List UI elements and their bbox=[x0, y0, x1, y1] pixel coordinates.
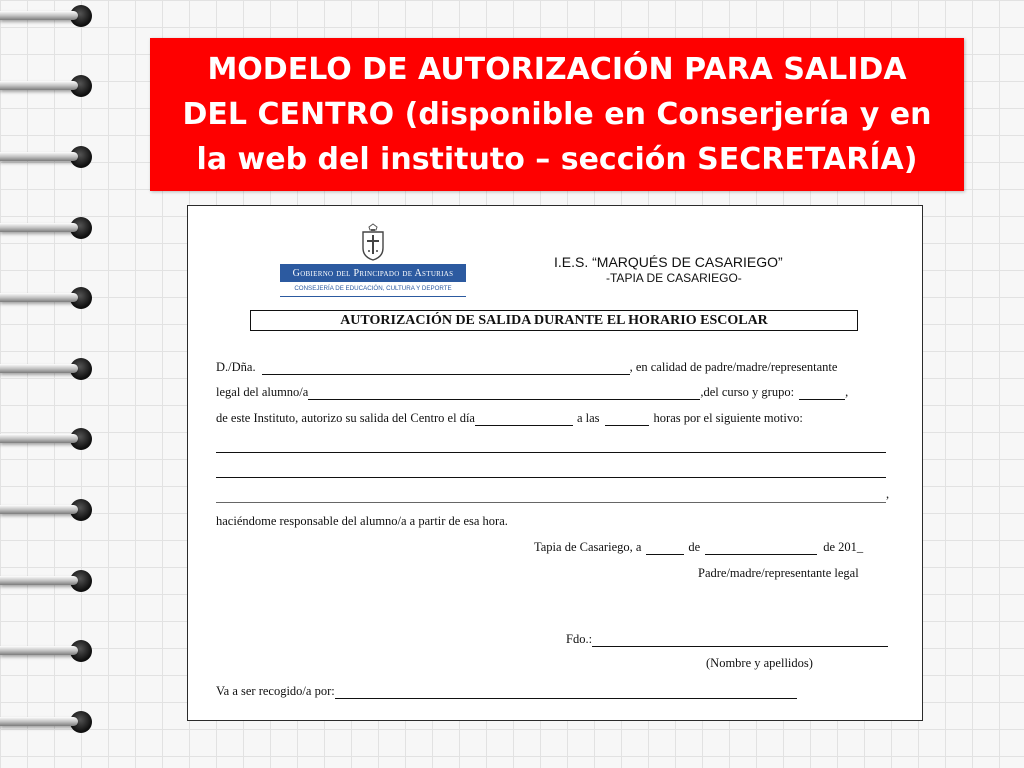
course-comma: , bbox=[845, 385, 849, 399]
spiral-ring bbox=[0, 637, 96, 663]
responsibility-text: haciéndome responsable del alumno/a a partir de esa hora. bbox=[216, 514, 508, 528]
parent-name-field[interactable] bbox=[262, 362, 630, 375]
month-field[interactable] bbox=[705, 542, 817, 555]
spiral-ring bbox=[0, 284, 96, 310]
reason-end-comma: , bbox=[886, 487, 890, 501]
form-title: AUTORIZACIÓN DE SALIDA DURANTE EL HORARIO ESCOLAR bbox=[250, 310, 858, 331]
notebook-spiral-binding bbox=[0, 0, 100, 768]
form-line-pickup bbox=[216, 684, 797, 699]
spiral-ring bbox=[0, 355, 96, 381]
student-label: legal del alumno/a bbox=[216, 385, 309, 399]
spiral-ring bbox=[0, 72, 96, 98]
parent-label: D./Dña. bbox=[216, 360, 256, 374]
signature-label: Fdo.: bbox=[566, 632, 593, 646]
pickup-label: Va a ser recogido/a por: bbox=[216, 684, 335, 698]
logo-underline bbox=[280, 296, 466, 297]
spiral-ring bbox=[0, 496, 96, 522]
spiral-ring bbox=[0, 2, 96, 28]
authorization-form bbox=[187, 205, 923, 721]
course-label: ,del curso y grupo: bbox=[700, 385, 795, 399]
form-line-date bbox=[216, 411, 803, 426]
reason-label: horas por el siguiente motivo: bbox=[653, 411, 803, 425]
reason-line-3[interactable] bbox=[216, 502, 886, 503]
spiral-ring bbox=[0, 567, 96, 593]
school-name: I.E.S. “MARQUÉS DE CASARIEGO” bbox=[554, 254, 783, 270]
reason-line-1[interactable] bbox=[216, 452, 886, 453]
pickup-person-field[interactable] bbox=[335, 686, 797, 699]
spiral-ring bbox=[0, 214, 96, 240]
time-label: a las bbox=[576, 411, 600, 425]
parent-role-text: , en calidad de padre/madre/representante bbox=[629, 360, 838, 374]
asturias-crest-icon bbox=[360, 223, 386, 261]
month-label: de bbox=[688, 540, 701, 554]
exit-time-field[interactable] bbox=[605, 413, 649, 426]
government-logo: Gobierno del Principado de Asturias bbox=[280, 264, 466, 282]
authorization-text: de este Instituto, autorizo su salida del Centro el día bbox=[216, 411, 475, 425]
student-name-field[interactable] bbox=[308, 387, 700, 400]
spiral-ring bbox=[0, 425, 96, 451]
year-label: de 201_ bbox=[823, 540, 864, 554]
form-line-parent bbox=[216, 360, 837, 375]
form-line-student bbox=[216, 385, 848, 400]
title-banner bbox=[150, 38, 964, 191]
form-line-place-date bbox=[534, 540, 863, 555]
signature-hint: (Nombre y apellidos) bbox=[706, 656, 813, 670]
school-location: -TAPIA DE CASARIEGO- bbox=[606, 271, 742, 285]
department-name: CONSEJERÍA DE EDUCACIÓN, CULTURA Y DEPORTE bbox=[294, 285, 452, 292]
slide-title: MODELO DE AUTORIZACIÓN PARA SALIDA DEL CENTRO (disponible en Conserjería y en la web del instituto – sección SECRETARÍA) bbox=[182, 52, 932, 177]
spiral-ring bbox=[0, 143, 96, 169]
place-label: Tapia de Casariego, a bbox=[534, 540, 642, 554]
day-field[interactable] bbox=[646, 542, 684, 555]
course-group-field[interactable] bbox=[799, 387, 845, 400]
spiral-ring bbox=[0, 708, 96, 734]
signature-field[interactable] bbox=[592, 634, 888, 647]
reason-line-2[interactable] bbox=[216, 477, 886, 478]
exit-date-field[interactable] bbox=[475, 413, 573, 426]
form-line-signature bbox=[566, 632, 888, 647]
signer-role: Padre/madre/representante legal bbox=[698, 566, 859, 580]
